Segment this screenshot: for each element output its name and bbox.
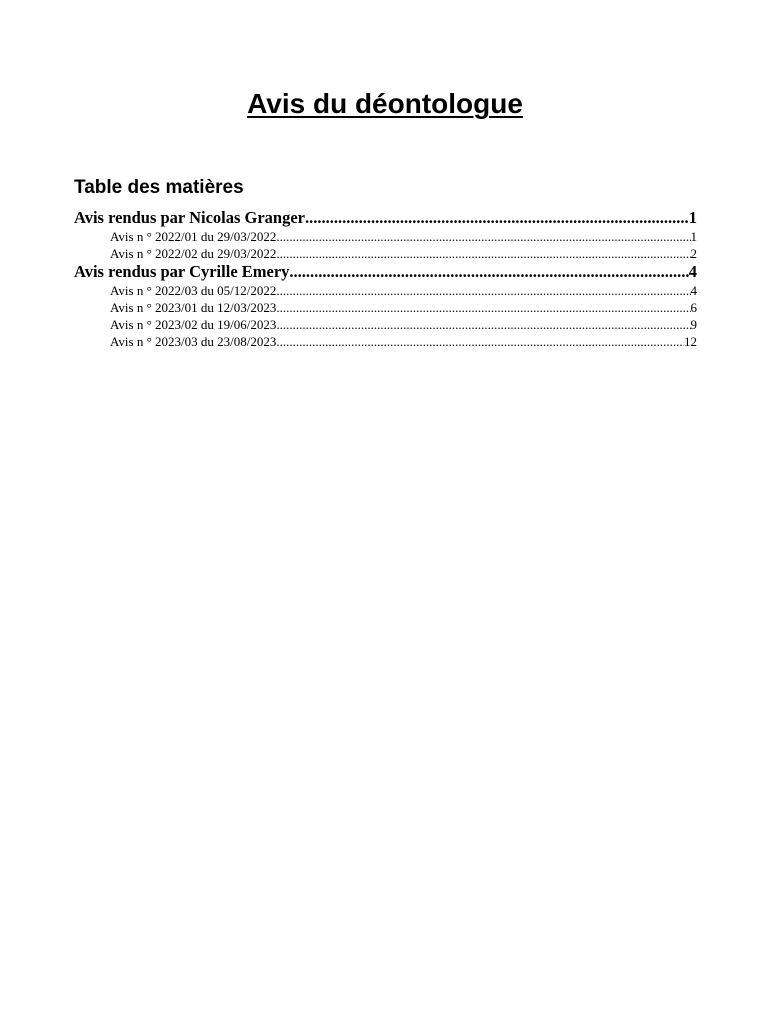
dot-leader	[305, 208, 689, 228]
table-of-contents	[74, 208, 697, 350]
toc-entry-label: Avis n ° 2022/01 du 29/03/2022	[110, 229, 277, 244]
toc-entry-page: 2	[690, 246, 697, 261]
toc-entry-page: 4	[690, 283, 697, 298]
dot-leader	[276, 228, 690, 245]
toc-subentry[interactable]	[74, 282, 697, 299]
toc-entry-page: 12	[684, 334, 697, 349]
toc-section-entry[interactable]	[74, 208, 697, 228]
toc-entry-label: Avis rendus par Nicolas Granger	[74, 208, 306, 227]
toc-entry-page: 9	[690, 317, 697, 332]
toc-subentry[interactable]	[74, 245, 697, 262]
toc-entry-label: Avis n ° 2022/03 du 05/12/2022	[110, 283, 277, 298]
document-title: Avis du déontologue	[247, 88, 523, 119]
toc-entry-label: Avis n ° 2023/01 du 12/03/2023	[110, 300, 277, 315]
toc-subentry[interactable]	[74, 299, 697, 316]
dot-leader	[276, 316, 690, 333]
dot-leader	[276, 245, 690, 262]
toc-entry-page: 4	[688, 262, 697, 281]
toc-subentry[interactable]	[74, 228, 697, 245]
toc-entry-page: 6	[690, 300, 697, 315]
dot-leader	[289, 262, 688, 282]
dot-leader	[276, 299, 690, 316]
toc-entry-label: Avis n ° 2023/02 du 19/06/2023	[110, 317, 277, 332]
dot-leader	[276, 282, 690, 299]
toc-heading: Table des matières	[74, 177, 244, 198]
toc-entry-label: Avis rendus par Cyrille Emery	[74, 262, 290, 281]
toc-section-entry[interactable]	[74, 262, 697, 282]
toc-entry-page: 1	[690, 229, 697, 244]
toc-subentry[interactable]	[74, 316, 697, 333]
toc-entry-label: Avis n ° 2022/02 du 29/03/2022	[110, 246, 277, 261]
dot-leader	[276, 333, 684, 350]
toc-subentry[interactable]	[74, 333, 697, 350]
toc-entry-page: 1	[688, 208, 697, 227]
toc-entry-label: Avis n ° 2023/03 du 23/08/2023	[110, 334, 277, 349]
